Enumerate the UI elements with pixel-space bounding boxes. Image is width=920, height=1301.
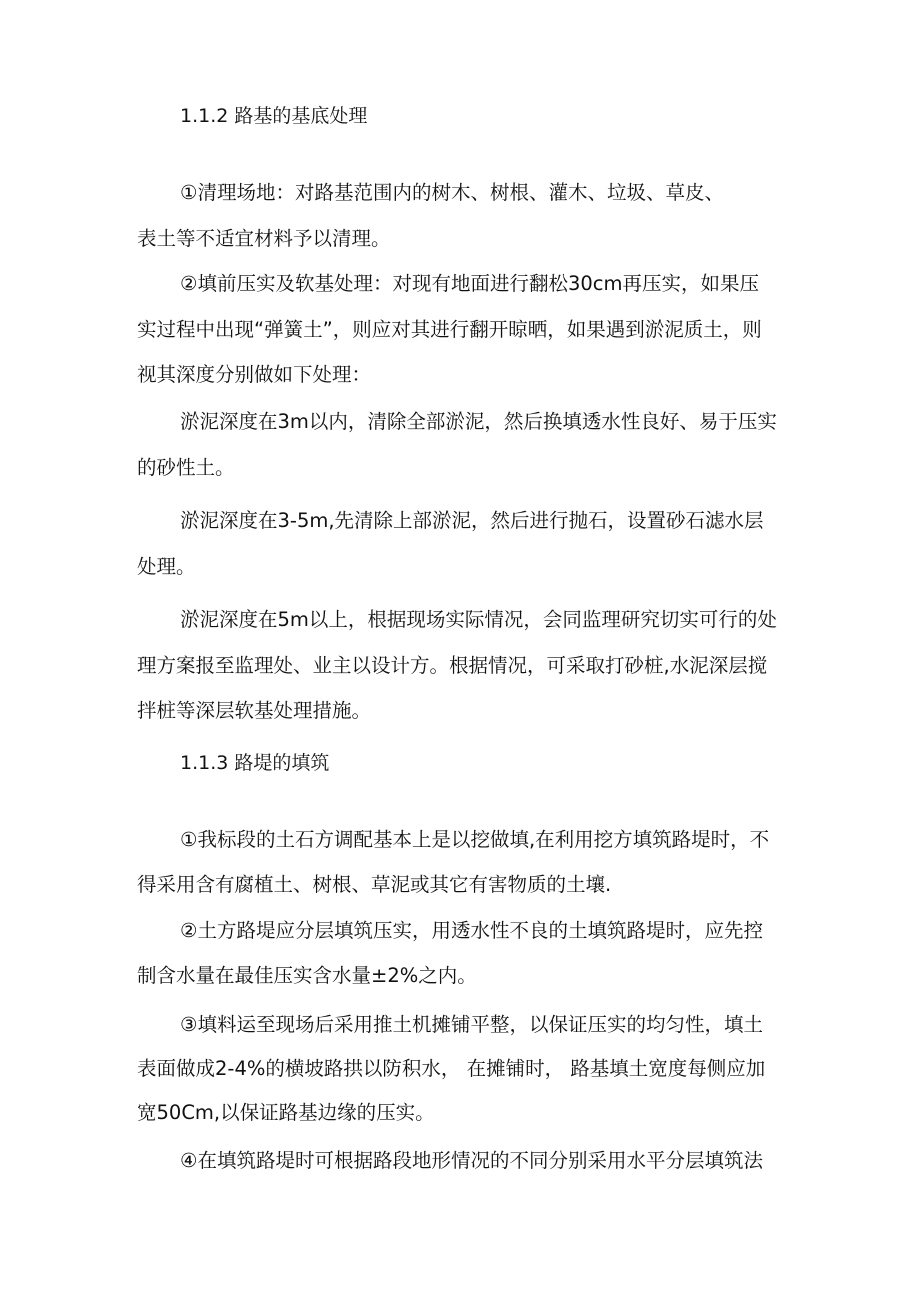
paragraph-line: 的砂性土。 — [137, 456, 235, 479]
paragraph-line: ①清理场地：对路基范围内的树木、树根、灌木、垃圾、草皮、 — [180, 181, 724, 204]
paragraph-line: ①我标段的土石方调配基本上是以挖做填,在利用挖方填筑路堤时，不 — [180, 828, 770, 851]
paragraph-line: 得采用含有腐植土、树根、草泥或其它有害物质的土壤. — [137, 873, 612, 896]
paragraph-line: 表面做成2-4%的横坡路拱以防积水， 在摊铺时， 路基填土宽度每侧应加 — [137, 1057, 766, 1080]
paragraph-line: 视其深度分别做如下处理： — [137, 363, 372, 386]
paragraph-line: ②土方路堤应分层填筑压实，用透水性不良的土填筑路堤时，应先控 — [180, 919, 763, 942]
paragraph-line: ④在填筑路堤时可根据路段地形情况的不同分别采用水平分层填筑法 — [180, 1149, 763, 1172]
paragraph-line: 淤泥深度在3m以内，清除全部淤泥，然后换填透水性良好、易于压实 — [180, 410, 777, 433]
section-heading-1-1-2: 1.1.2 路基的基底处理 — [180, 105, 368, 127]
paragraph-line: 宽50Cm,以保证路基边缘的压实。 — [137, 1101, 435, 1124]
paragraph-line: 理方案报至监理处、业主以设计方。根据情况，可采取打砂桩,水泥深层搅 — [137, 654, 768, 677]
paragraph-line: 表土等不适宜材料予以清理。 — [137, 227, 391, 250]
paragraph-line: 实过程中出现“弹簧土”，则应对其进行翻开晾晒，如果遇到淤泥质土，则 — [137, 318, 762, 341]
paragraph-line: 制含水量在最佳压实含水量±2%之内。 — [137, 964, 477, 987]
paragraph-line: 处理。 — [137, 555, 196, 578]
paragraph-line: 拌桩等深层软基处理措施。 — [137, 699, 372, 722]
paragraph-line: ③填料运至现场后采用推土机摊铺平整，以保证压实的均匀性，填土 — [180, 1013, 763, 1036]
paragraph-line: 淤泥深度在3-5m,先清除上部淤泥，然后进行抛石，设置砂石滤水层 — [180, 509, 764, 532]
paragraph-line: 淤泥深度在5m以上，根据现场实际情况，会同监理研究切实可行的处 — [180, 608, 777, 631]
section-heading-1-1-3: 1.1.3 路堤的填筑 — [180, 752, 330, 774]
paragraph-line: ②填前压实及软基处理：对现有地面进行翻松30cm再压实，如果压 — [180, 272, 760, 295]
